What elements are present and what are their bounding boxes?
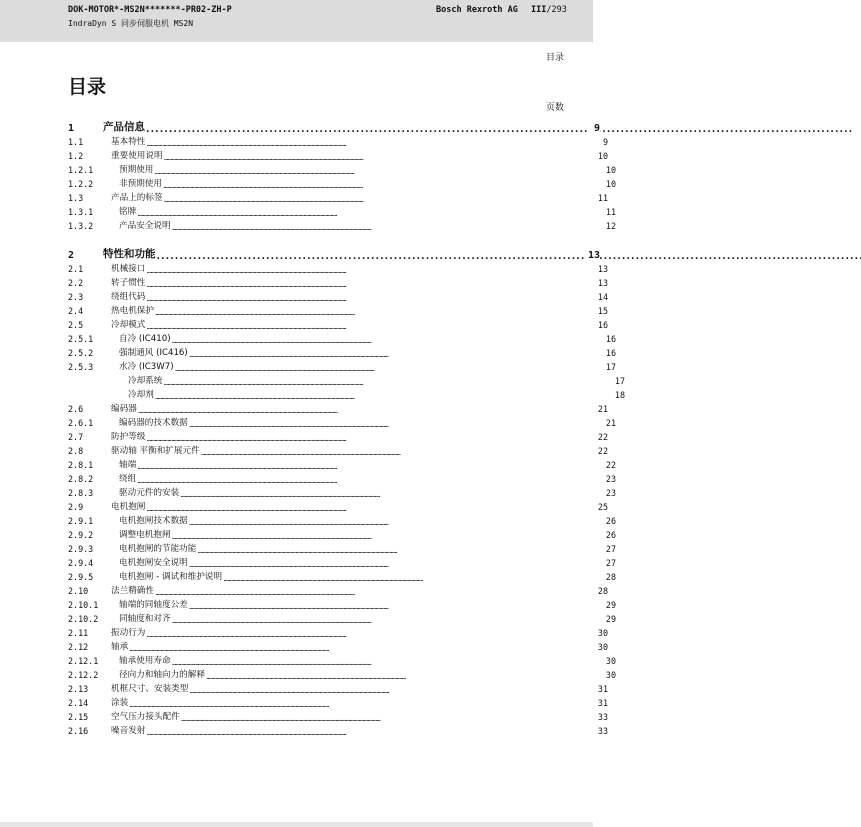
- toc-entry[interactable]: [68, 360, 616, 372]
- toc-dot-leader: [223, 572, 604, 582]
- toc-entry-number: 1.2: [68, 151, 84, 161]
- toc-dot-leader: [146, 502, 596, 512]
- toc-entry-number: 2.12: [68, 642, 89, 652]
- toc-entry-page: 14: [597, 292, 608, 302]
- toc-entry[interactable]: [68, 570, 616, 582]
- toc-entry[interactable]: [68, 598, 616, 610]
- toc-entry-page: 11: [597, 193, 608, 203]
- toc-entry-page: 15: [597, 306, 608, 316]
- toc-entry-page: 31: [597, 698, 608, 708]
- toc-entry-number: 1.2.2: [68, 179, 94, 189]
- toc-entry-number: 2.3: [68, 292, 84, 302]
- toc-entry[interactable]: [68, 486, 616, 498]
- toc-dot-leader: [155, 306, 596, 316]
- toc-entry[interactable]: [68, 332, 616, 344]
- toc-dot-leader: [154, 165, 604, 175]
- toc-entry[interactable]: [68, 654, 616, 666]
- toc-entry[interactable]: [68, 388, 625, 400]
- toc-entry-title: 产品上的标签: [111, 193, 163, 203]
- page-roman: III: [531, 5, 547, 15]
- toc-entry-number: 2.1: [68, 264, 84, 274]
- toc-entry[interactable]: [68, 472, 616, 484]
- toc-entry[interactable]: [68, 205, 616, 217]
- toc-entry[interactable]: [68, 612, 616, 624]
- toc-dot-leader: [129, 642, 596, 652]
- toc-entry-number: 2.10.1: [68, 600, 99, 610]
- toc-entry-number: 2.2: [68, 278, 84, 288]
- toc-dot-leader: [189, 348, 604, 358]
- toc-dot-leader: [189, 558, 604, 568]
- toc-entry[interactable]: [68, 556, 616, 568]
- toc-entry-title: 电机抱闸: [111, 502, 146, 512]
- toc-entry[interactable]: [68, 682, 608, 694]
- footer-divider: [0, 822, 593, 827]
- toc-entry-number: 2.5: [68, 320, 84, 330]
- toc-entry-number: 1.3.1: [68, 207, 94, 217]
- toc-entry-page: 13: [597, 278, 608, 288]
- toc-entry-title: 机械接口: [111, 264, 146, 274]
- toc-entry-title: 电机抱闸安全说明: [119, 558, 188, 568]
- page-title: 目录: [68, 76, 107, 98]
- toc-dot-leader: [146, 278, 596, 288]
- toc-entry-number: 1.1: [68, 137, 84, 147]
- toc-entry-number: 2.5.1: [68, 334, 94, 344]
- toc-entry-number: 1.2.1: [68, 165, 94, 175]
- toc-entry-title: 涂装: [111, 698, 129, 708]
- toc-entry-title: 铭牌: [119, 207, 137, 217]
- toc-entry-title: 轴端的同轴度公差: [119, 600, 188, 610]
- toc-entry-title: 非预期使用: [119, 179, 162, 189]
- toc-entry-number: 2.9.2: [68, 530, 94, 540]
- toc-dot-leader: [172, 334, 604, 344]
- toc-dot-leader: [138, 404, 596, 414]
- toc-entry-title: 重要使用说明: [111, 151, 163, 161]
- toc-dot-leader: [155, 586, 596, 596]
- toc-entry-page: 22: [605, 460, 616, 470]
- toc-dot-leader: [164, 193, 596, 203]
- toc-dot-leader: [197, 544, 604, 554]
- toc-entry-page: 28: [597, 586, 608, 596]
- toc-dot-leader: [175, 362, 604, 372]
- toc-entry-page: 26: [605, 516, 616, 526]
- toc-entry-number: 2.15: [68, 712, 89, 722]
- toc-entry[interactable]: [68, 191, 608, 203]
- toc-entry-number: 2.8: [68, 446, 84, 456]
- toc-entry[interactable]: [68, 163, 616, 175]
- toc-entry[interactable]: [68, 290, 608, 302]
- toc-dot-leader: [146, 124, 588, 134]
- toc-entry-title: 轴承使用寿命: [119, 656, 171, 666]
- toc-entry-page: 9: [588, 123, 600, 134]
- toc-dot-leader: [172, 530, 604, 540]
- toc-dot-leader: [137, 474, 604, 484]
- toc-entry-title: 轴端: [119, 460, 137, 470]
- toc-entry-number: 2.6.1: [68, 418, 94, 428]
- toc-entry-number: 2.5.2: [68, 348, 94, 358]
- toc-entry-title: 冷却剂: [128, 390, 154, 400]
- toc-entry[interactable]: [68, 416, 616, 428]
- toc-dot-leader: [189, 684, 596, 694]
- toc-entry-page: 30: [605, 670, 616, 680]
- toc-entry-title: 水冷 (IC3W7): [119, 362, 174, 372]
- toc-entry[interactable]: [68, 177, 616, 189]
- toc-entry-number: 2.7: [68, 432, 84, 442]
- toc-dot-leader: [180, 488, 604, 498]
- toc-entry-number: 2.14: [68, 698, 89, 708]
- toc-entry-title: 绕组代码: [111, 292, 146, 302]
- toc-entry-number: 2.8.2: [68, 474, 94, 484]
- toc-entry-title: 驱动轴 平衡和扩展元件: [111, 446, 200, 456]
- toc-entry-page: 27: [605, 544, 616, 554]
- toc-entry-number: 2.8.1: [68, 460, 94, 470]
- toc-entry-title: 冷却系统: [128, 376, 163, 386]
- toc-entry-page: 12: [605, 221, 616, 231]
- toc-dot-leader: [189, 418, 604, 428]
- toc-dot-leader: [146, 264, 596, 274]
- toc-dot-leader: [163, 179, 604, 189]
- toc-entry-page: 29: [605, 600, 616, 610]
- toc-dot-leader: [172, 614, 604, 624]
- toc-entry-title: 热电机保护: [111, 306, 154, 316]
- toc-entry-title: 电机抱闸的节能功能: [119, 544, 197, 554]
- page-header: [0, 0, 593, 42]
- toc-dot-leader: [146, 137, 596, 147]
- toc-entry-title: 强制通风 (IC416): [119, 348, 188, 358]
- toc-entry-number: 2.8.3: [68, 488, 94, 498]
- toc-dot-leader: [146, 292, 596, 302]
- toc-entry-page: 16: [597, 320, 608, 330]
- toc-entry-number: 2.9: [68, 502, 84, 512]
- toc-entry-number: 2.10: [68, 586, 89, 596]
- toc-dot-leader: [201, 446, 596, 456]
- toc-entry-number: 2.10.2: [68, 614, 99, 624]
- toc-entry-title: 特性和功能: [103, 248, 156, 260]
- toc-entry-page: 26: [605, 530, 616, 540]
- toc-entry[interactable]: [68, 318, 608, 330]
- toc-entry-title: 绕组: [119, 474, 137, 484]
- toc-entry[interactable]: [68, 710, 608, 722]
- toc-entry[interactable]: [68, 668, 616, 680]
- toc-entry[interactable]: [68, 696, 608, 708]
- toc-entry-page: 9: [596, 137, 608, 147]
- toc-entry-number: 2.12.1: [68, 656, 99, 666]
- toc-entry-title: 轴承: [111, 642, 129, 652]
- toc-entry-number: 2.11: [68, 628, 89, 638]
- company-name: Bosch Rexroth AG: [436, 5, 518, 15]
- toc-dot-leader: [137, 207, 604, 217]
- toc-dot-leader: [163, 376, 613, 386]
- toc-entry[interactable]: [68, 149, 608, 161]
- toc-dot-leader: [155, 390, 613, 400]
- toc-entry-page: 33: [597, 712, 608, 722]
- toc-entry-number: 1.3.2: [68, 221, 94, 231]
- toc-entry[interactable]: [68, 724, 608, 736]
- toc-entry-title: 电机抱闸 - 调试和维护说明: [119, 572, 223, 582]
- toc-dot-leader: [137, 460, 604, 470]
- toc-dot-leader: [189, 516, 604, 526]
- toc-dot-leader: [146, 628, 596, 638]
- toc-entry[interactable]: [68, 402, 608, 414]
- toc-entry-page: 31: [597, 684, 608, 694]
- toc-dot-leader: [129, 698, 596, 708]
- toc-entry-number: 2: [68, 250, 75, 261]
- toc-entry-page: 16: [605, 348, 616, 358]
- toc-entry-page: 10: [605, 179, 616, 189]
- toc-entry-page: 18: [614, 390, 625, 400]
- toc-entry[interactable]: [68, 262, 608, 274]
- toc-entry-title: 空气压力接头配件: [111, 712, 180, 722]
- toc-entry-title: 法兰精确性: [111, 586, 154, 596]
- toc-entry[interactable]: [68, 135, 608, 147]
- toc-entry-number: 2.12.2: [68, 670, 99, 680]
- toc-entry-page: 10: [597, 151, 608, 161]
- toc-entry-title: 振动行为: [111, 628, 146, 638]
- toc-entry-title: 预期使用: [119, 165, 154, 175]
- pages-column-label: 页数: [545, 103, 564, 113]
- toc-entry-page: 30: [605, 656, 616, 666]
- toc-entry-title: 电机抱闸技术数据: [119, 516, 188, 526]
- toc-entry-page: 25: [597, 502, 608, 512]
- toc-entry-title: 产品信息: [103, 121, 145, 133]
- toc-chapter-entry[interactable]: [68, 247, 600, 261]
- toc-entry-number: 2.4: [68, 306, 84, 316]
- toc-entry-number: 2.5.3: [68, 362, 94, 372]
- toc-entry-title: 径向力和轴向力的解释: [119, 670, 205, 680]
- toc-entry-page: 21: [605, 418, 616, 428]
- toc-entry-title: 冷却模式: [111, 320, 146, 330]
- toc-entry-number: 2.6: [68, 404, 84, 414]
- toc-dot-leader: [172, 221, 604, 231]
- toc-entry[interactable]: [68, 430, 608, 442]
- toc-entry-page: 27: [605, 558, 616, 568]
- toc-entry-title: 机框尺寸、安装类型: [111, 684, 189, 694]
- toc-entry[interactable]: [68, 444, 608, 456]
- toc-entry-page: 30: [597, 628, 608, 638]
- toc-entry-page: 21: [597, 404, 608, 414]
- toc-entry[interactable]: [68, 304, 608, 316]
- toc-entry-page: 16: [605, 334, 616, 344]
- toc-entry[interactable]: [68, 542, 616, 554]
- toc-entry-number: 2.16: [68, 726, 89, 736]
- toc-entry[interactable]: [68, 458, 616, 470]
- toc-entry-title: 编码器: [111, 404, 137, 414]
- toc-entry-title: 自冷 (IC410): [119, 334, 171, 344]
- toc-dot-leader: [181, 712, 596, 722]
- toc-entry-number: 2.9.1: [68, 516, 94, 526]
- toc-dot-leader: [157, 251, 586, 261]
- toc-entry-page: 10: [605, 165, 616, 175]
- toc-entry-title: 防护等级: [111, 432, 146, 442]
- toc-entry[interactable]: [68, 374, 625, 386]
- toc-entry-number: 2.9.5: [68, 572, 94, 582]
- toc-dot-leader: [146, 320, 596, 330]
- toc-entry[interactable]: [68, 528, 616, 540]
- toc-entry[interactable]: [68, 276, 608, 288]
- toc-entry-title: 噪音发射: [111, 726, 146, 736]
- product-name: IndraDyn S 同步伺服电机 MS2N: [68, 19, 194, 28]
- toc-entry[interactable]: [68, 219, 616, 231]
- toc-entry[interactable]: [68, 640, 608, 652]
- document-code: DOK-MOTOR*-MS2N*******-PR02-ZH-P: [68, 5, 232, 15]
- toc-entry[interactable]: [68, 500, 608, 512]
- toc-dot-leader: [206, 670, 604, 680]
- toc-entry-title: 调整电机抱闸: [119, 530, 171, 540]
- toc-entry-page: 13: [587, 250, 600, 261]
- toc-entry-page: 17: [605, 362, 616, 372]
- toc-dot-leader: [146, 432, 596, 442]
- toc-entry-page: 22: [597, 432, 608, 442]
- toc-entry-number: 1.3: [68, 193, 84, 203]
- toc-entry-page: 33: [597, 726, 608, 736]
- toc-entry-page: 29: [605, 614, 616, 624]
- toc-entry-page: 13: [597, 264, 608, 274]
- toc-entry-number: 1: [68, 123, 75, 134]
- toc-dot-leader: [189, 600, 604, 610]
- toc-entry[interactable]: [68, 514, 616, 526]
- toc-entry-number: 2.9.3: [68, 544, 94, 554]
- page-number: [531, 5, 567, 15]
- toc-entry-title: 基本特性: [111, 137, 146, 147]
- toc-entry-page: 30: [597, 642, 608, 652]
- toc-entry-title: 同轴度和对齐: [119, 614, 171, 624]
- toc-entry[interactable]: [68, 626, 608, 638]
- toc-dot-leader: [172, 656, 604, 666]
- toc-entry-number: 2.13: [68, 684, 89, 694]
- running-title: 目录: [545, 53, 564, 63]
- toc-dot-leader: [164, 151, 596, 161]
- toc-entry-page: 22: [597, 446, 608, 456]
- toc-entry[interactable]: [68, 584, 608, 596]
- toc-entry[interactable]: [68, 346, 616, 358]
- toc-entry-page: 11: [605, 207, 616, 217]
- toc-entry-title: 转子惯性: [111, 278, 146, 288]
- toc-chapter-entry[interactable]: [68, 120, 600, 134]
- toc-entry-title: 编码器的技术数据: [119, 418, 188, 428]
- toc-entry-page: 17: [614, 376, 625, 386]
- toc-entry-page: 28: [605, 572, 616, 582]
- toc-entry-page: 23: [605, 488, 616, 498]
- page-total: /293: [546, 5, 567, 15]
- toc-dot-leader: [146, 726, 596, 736]
- toc-entry-title: 驱动元件的安装: [119, 488, 180, 498]
- toc-entry-number: 2.9.4: [68, 558, 94, 568]
- toc-entry-page: 23: [605, 474, 616, 484]
- toc-entry-title: 产品安全说明: [119, 221, 171, 231]
